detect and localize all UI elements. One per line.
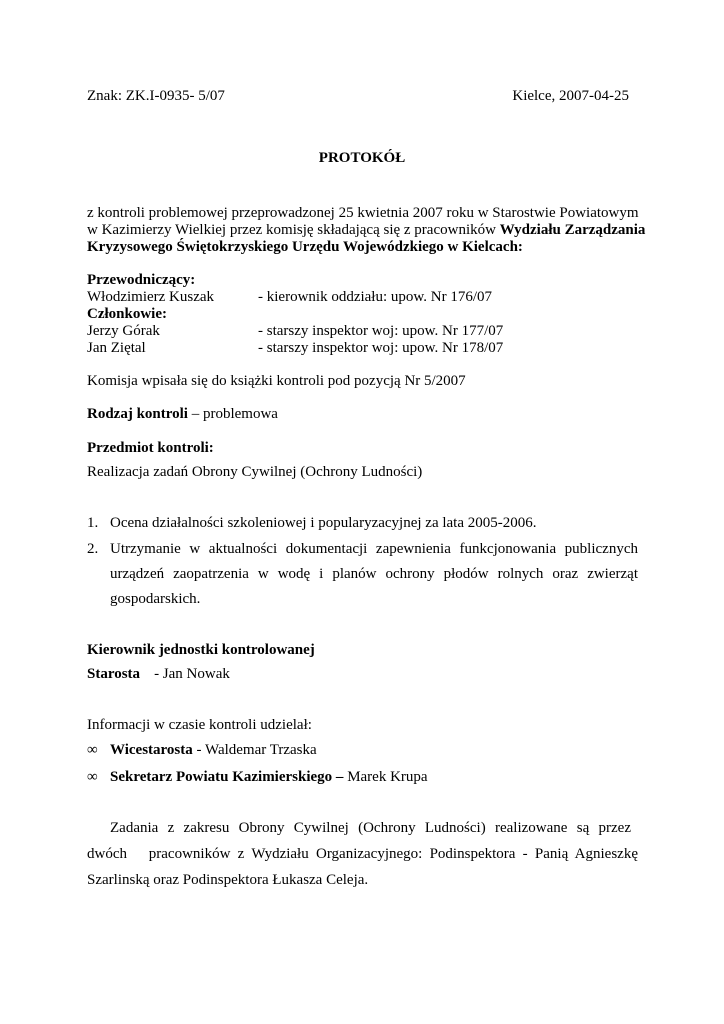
intro-line-1: z kontroli problemowej przeprowadzonej 25 kwietnia 2007 roku w Starostwie Powiatowym bbox=[87, 205, 639, 221]
list-item-text: Ocena działalności szkoleniowej i popularyzacyjnej za lata 2005-2006. bbox=[110, 515, 537, 531]
members-label: Członkowie: bbox=[87, 306, 167, 322]
book-entry: Komisja wpisała się do książki kontroli pod pozycją Nr 5/2007 bbox=[87, 373, 466, 389]
member-name: Jan Ziętal bbox=[87, 340, 146, 356]
informants-label: Informacji w czasie kontroli udzielał: bbox=[87, 717, 312, 733]
intro-line-2: w Kazimierzy Wielkiej przez komisję składającą się z pracowników Wydziału Zarządzania bbox=[87, 222, 646, 238]
member-name: Jerzy Górak bbox=[87, 323, 160, 339]
list-item-number: 2. bbox=[87, 541, 99, 557]
chair-label: Przewodniczący: bbox=[87, 272, 196, 288]
infinity-bullet-icon: ∞ bbox=[87, 769, 98, 785]
member-role: - starszy inspektor woj: upow. Nr 178/07 bbox=[258, 340, 504, 356]
closing-line-3: Szarlinską oraz Podinspektora Łukasza Celeja. bbox=[87, 872, 369, 888]
informant-entry: Sekretarz Powiatu Kazimierskiego – Marek Krupa bbox=[110, 769, 428, 785]
infinity-bullet-icon: ∞ bbox=[87, 742, 98, 758]
list-item-text: Utrzymanie w aktualności dokumentacji zapewnienia funkcjonowania publicznych bbox=[110, 541, 638, 557]
informant-entry: Wicestarosta - Waldemar Trzaska bbox=[110, 742, 317, 758]
control-type: Rodzaj kontroli – problemowa bbox=[87, 406, 278, 422]
closing-line-1: Zadania z zakresu Obrony Cywilnej (Ochrony Ludności) realizowane są przez bbox=[110, 820, 631, 836]
subject-value: Realizacja zadań Obrony Cywilnej (Ochrony Ludności) bbox=[87, 464, 423, 480]
intro-line-3: Kryzysowego Świętokrzyskiego Urzędu Wojewódzkiego w Kielcach: bbox=[87, 239, 523, 255]
closing-line-2: dwóch pracowników z Wydziału Organizacyjnego: Podinspektora - Panią Agnieszkę bbox=[87, 846, 638, 862]
list-item-text: gospodarskich. bbox=[110, 591, 201, 607]
member-role: - starszy inspektor woj: upow. Nr 177/07 bbox=[258, 323, 504, 339]
head-unit-person: Starosta - Jan Nowak bbox=[87, 666, 230, 682]
head-unit-label: Kierownik jednostki kontrolowanej bbox=[87, 642, 315, 658]
document-title: PROTOKÓŁ bbox=[318, 150, 406, 166]
chair-name: Włodzimierz Kuszak bbox=[87, 289, 215, 305]
chair-role: - kierownik oddziału: upow. Nr 176/07 bbox=[258, 289, 492, 305]
list-item-text: urządzeń zaopatrzenia w wodę i planów ochrony płodów rolnych oraz zwierząt bbox=[110, 566, 638, 582]
place-date: Kielce, 2007-04-25 bbox=[512, 88, 629, 104]
document-sign: Znak: ZK.I-0935- 5/07 bbox=[87, 88, 225, 104]
subject-label: Przedmiot kontroli: bbox=[87, 440, 214, 456]
list-item-number: 1. bbox=[87, 515, 99, 531]
